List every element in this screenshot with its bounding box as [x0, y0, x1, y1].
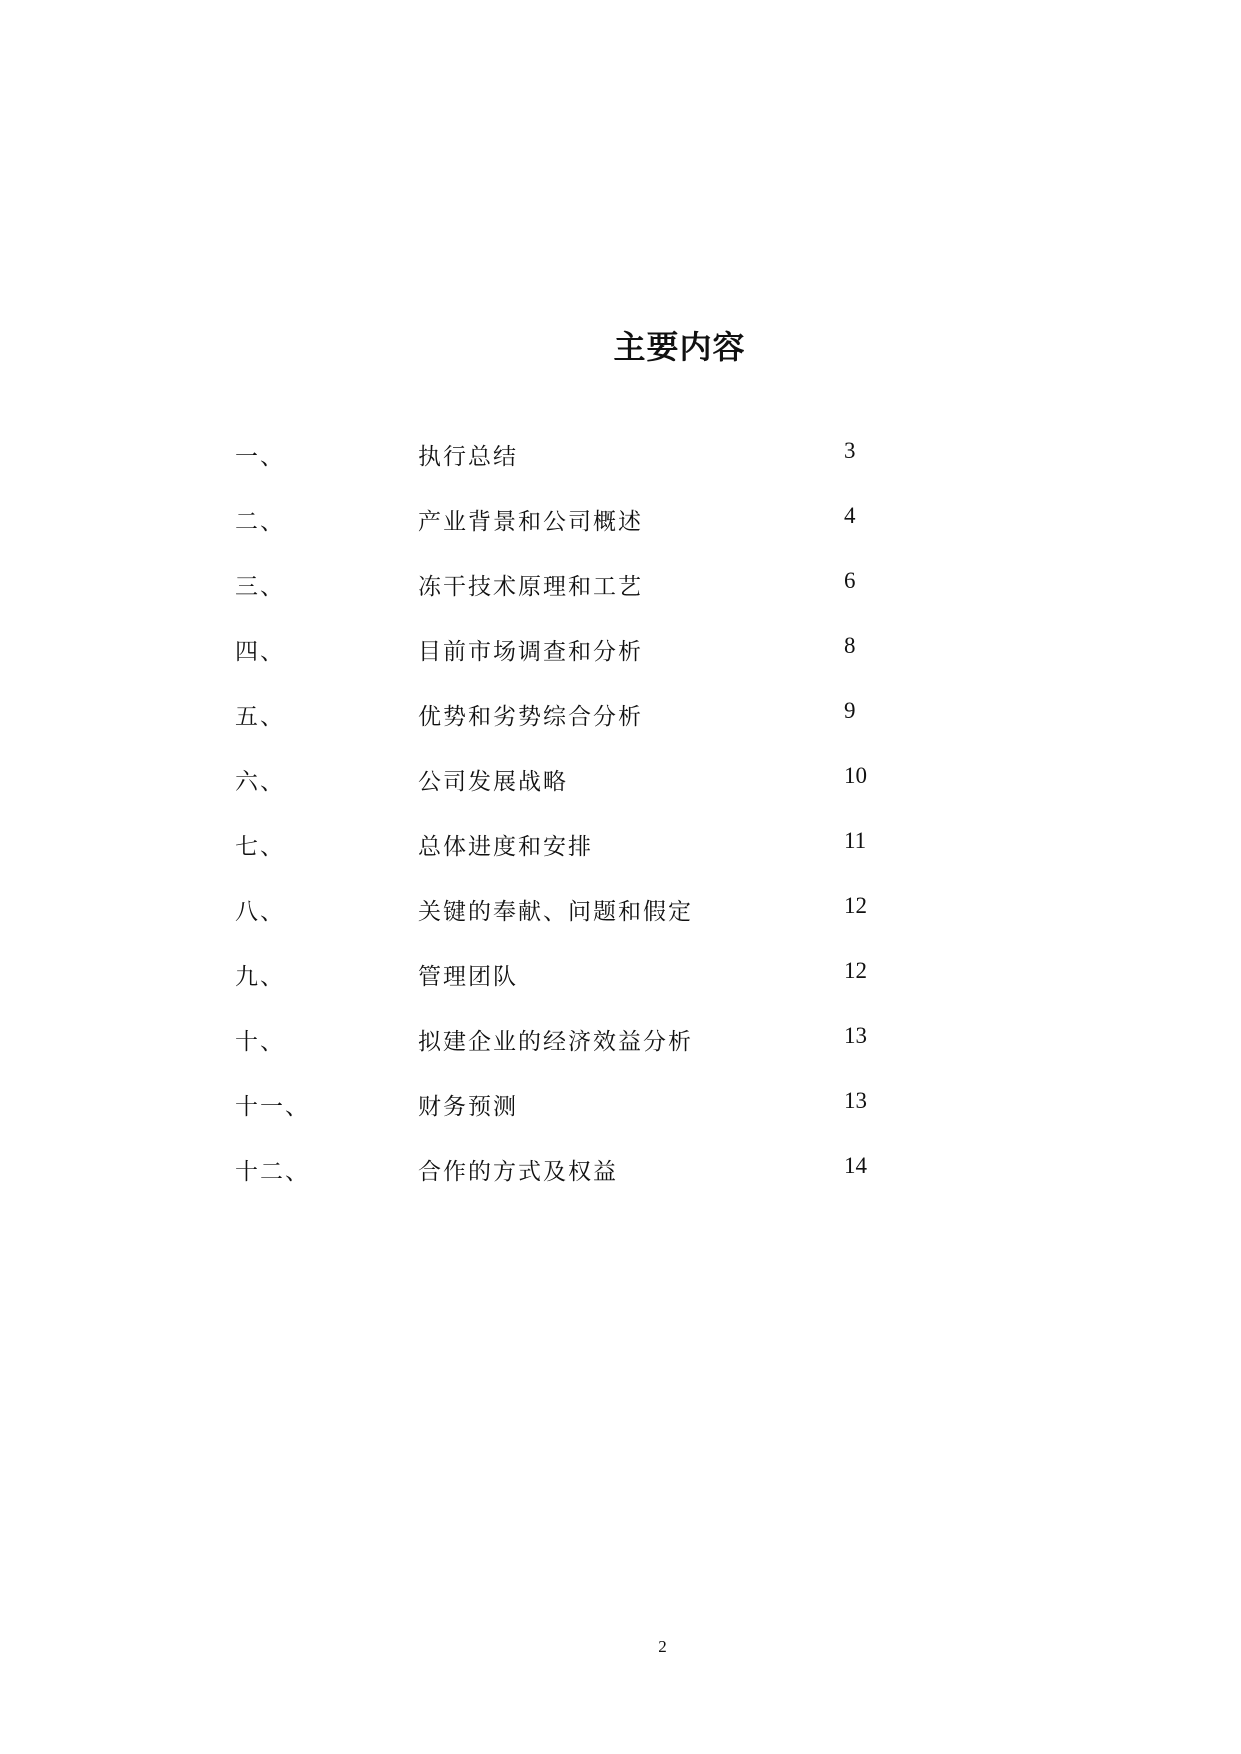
toc-entry-number: 三、	[235, 574, 285, 600]
toc-entry[interactable]	[0, 958, 1241, 1023]
toc-entry-label: 公司发展战略	[418, 769, 568, 795]
toc-entry[interactable]	[0, 828, 1241, 893]
toc-entry-label: 财务预测	[418, 1094, 518, 1120]
toc-entry-number: 四、	[235, 639, 285, 665]
toc-entry-number: 六、	[235, 769, 285, 795]
page-number: 2	[658, 1637, 667, 1656]
toc-entry-label: 关键的奉献、问题和假定	[418, 899, 693, 925]
toc-entry-number: 二、	[235, 509, 285, 535]
toc-entry-label: 拟建企业的经济效益分析	[418, 1029, 693, 1055]
toc-entry[interactable]	[0, 1153, 1241, 1218]
toc-entry-page: 6	[844, 568, 856, 593]
toc-entry-page: 13	[844, 1088, 867, 1113]
toc-entry-number: 九、	[235, 964, 285, 990]
toc-entry-page: 14	[844, 1153, 867, 1178]
toc-entry-page: 4	[844, 503, 856, 528]
toc-entry-number: 七、	[235, 834, 285, 860]
toc-entry-label: 总体进度和安排	[418, 834, 593, 860]
toc-entry-number: 十二、	[235, 1159, 310, 1185]
toc-entry[interactable]	[0, 438, 1241, 503]
toc-entry-number: 五、	[235, 704, 285, 730]
toc-entry-label: 管理团队	[418, 964, 518, 990]
toc-entry[interactable]	[0, 763, 1241, 828]
toc-entry-page: 3	[844, 438, 856, 463]
toc-entry-label: 优势和劣势综合分析	[418, 704, 643, 730]
page-title: 主要内容	[613, 328, 746, 366]
toc-entry-page: 12	[844, 958, 867, 983]
toc-entry-page: 13	[844, 1023, 867, 1048]
toc-entry-page: 10	[844, 763, 867, 788]
toc-entry-page: 8	[844, 633, 856, 658]
toc-entry-number: 十一、	[235, 1094, 310, 1120]
toc-entry[interactable]	[0, 633, 1241, 698]
toc-entry-label: 产业背景和公司概述	[418, 509, 643, 535]
toc-entry-number: 十、	[235, 1029, 285, 1055]
toc-entry-page: 9	[844, 698, 856, 723]
toc-entry-label: 目前市场调查和分析	[418, 639, 643, 665]
toc-entry[interactable]	[0, 1023, 1241, 1088]
toc-entry[interactable]	[0, 893, 1241, 958]
toc-entry-label: 冻干技术原理和工艺	[418, 574, 643, 600]
toc-entry-page: 12	[844, 893, 867, 918]
toc-entry-number: 一、	[235, 444, 285, 470]
toc-entry[interactable]	[0, 698, 1241, 763]
toc-entry-number: 八、	[235, 899, 285, 925]
toc-entry-label: 合作的方式及权益	[418, 1159, 618, 1185]
toc-entry[interactable]	[0, 503, 1241, 568]
toc-entry[interactable]	[0, 568, 1241, 633]
toc-entry-page: 11	[844, 828, 867, 853]
toc-entry-label: 执行总结	[418, 444, 518, 470]
toc-entry[interactable]	[0, 1088, 1241, 1153]
table-of-contents	[0, 438, 1241, 1218]
